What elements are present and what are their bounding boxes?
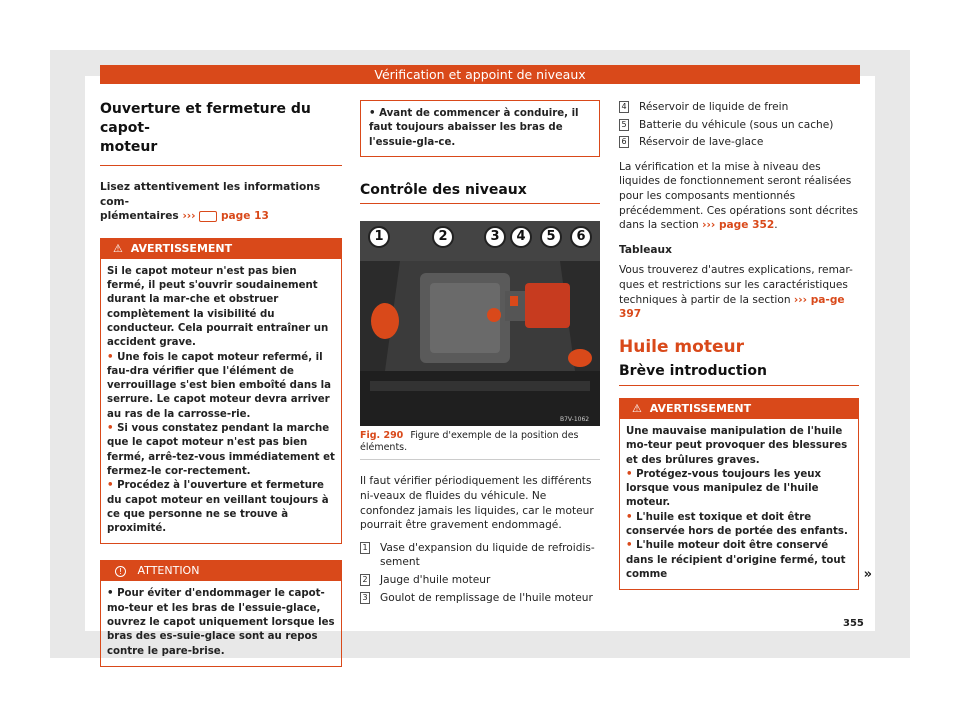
chapter-header: Vérification et appoint de niveaux <box>100 65 860 84</box>
info-circle-icon: ! <box>115 566 126 577</box>
caution-box <box>100 560 342 666</box>
section-title-levels: Contrôle des niveaux <box>360 183 600 205</box>
warning-box-oil <box>619 398 872 590</box>
column-right <box>619 100 872 590</box>
column-middle <box>360 100 600 608</box>
tableaux-paragraph: Vous trouverez d'autres explications, remar-ques et restrictions sur les caractéristiques techniques à partir de la section ››› pa-ge 397 <box>619 264 853 321</box>
book-icon <box>199 211 217 222</box>
warning-bullet: • Procédez à l'ouverture et fermeture du capot moteur en veillant toujours à ce que personne ne se trouve à proximité. <box>107 480 329 535</box>
figure-caption: Fig. 290 Figure d'exemple de la position des éléments. <box>360 430 600 460</box>
warning-triangle-icon: ⚠ <box>632 401 642 415</box>
list-item: 5 Batterie du véhicule (sous un cache) <box>619 118 859 133</box>
warning-bullet: • Protégez-vous toujours les yeux lorsque vous manipulez de l'huile moteur. <box>626 468 822 509</box>
engine-bay-figure <box>360 221 600 426</box>
section-title-hood: Ouverture et fermeture du capot- moteur <box>100 100 342 166</box>
list-item: 1 Vase d'expansion du liquide de refroidis-sement <box>360 541 600 570</box>
continue-arrow: » <box>863 566 872 582</box>
warning-header: ⚠ AVERTISSEMENT <box>620 399 858 419</box>
warning-box-hood <box>100 238 342 545</box>
caution-header: ! ATTENTION <box>101 561 341 581</box>
page-ref-link[interactable]: ››› page 352 <box>702 219 775 232</box>
warning-bullet: • L'huile moteur doit être conservé dans le récipient d'origine fermé, tout comme » <box>626 540 872 582</box>
list-item: 2 Jauge d'huile moteur <box>360 573 600 588</box>
warning-header: ⚠ AVERTISSEMENT <box>101 239 341 259</box>
page-number: 355 <box>843 618 864 629</box>
component-list <box>360 541 600 605</box>
caution-body <box>101 581 341 665</box>
list-item: 6 Réservoir de lave-glace <box>619 135 859 150</box>
list-item: 3 Goulot de remplissage de l'huile moteur <box>360 591 600 606</box>
section-title-oil: Huile moteur <box>619 336 744 357</box>
caution-box-continued: • Avant de commencer à conduire, il faut toujours abaisser les bras de l'essuie-gla-ce. <box>360 100 600 157</box>
callout-2: 2 <box>432 226 454 248</box>
component-list-continued <box>619 100 859 150</box>
page-ref-link[interactable]: ››› pa-ge 397 <box>619 293 845 321</box>
callout-1: 1 <box>368 226 390 248</box>
warning-bullet: • L'huile est toxique et doit être conservée hors de portée des enfants. <box>626 511 848 537</box>
warning-body: Si le capot moteur n'est pas bien fermé, il peut s'ouvrir soudainement durant la mar-che et obstruer complètement la visibilité du conducteur. Cela pourrait entraîner un accident grave. • Une fois le capot moteur refermé, il fau-dra vérifier que l'élément de verrouillage s'est bien emboîté dans la serrure. Le capot moteur devra arriver au ras de la carrosse-rie. • Si vous constatez pendant la marche que le capot moteur n'est pas bien fermé, arrê-tez-vous immédiatement et fermez-le cor-rectement. • Procédez à l'ouverture et fermeture du capot moteur en veillant toujours à ce que personne ne se trouve à proximité. <box>101 259 341 544</box>
column-left <box>100 100 342 667</box>
callout-5: 5 <box>540 226 562 248</box>
callout-3: 3 <box>484 226 506 248</box>
caution-bullet: • Pour éviter d'endommager le capot-mo-teur et les bras de l'essuie-glace, ouvrez le capot uniquement lorsque les bras des es-suie-glace sont au repos contre le pare-brise. <box>107 588 335 657</box>
callout-6: 6 <box>570 226 592 248</box>
warning-bullet: • Si vous constatez pendant la marche que le capot moteur n'est pas bien fermé, arrê-tez-vous immédiatement et fermez-le cor-rectement. <box>107 423 335 477</box>
page-ref-link[interactable]: page 13 <box>220 210 269 223</box>
list-item: 4 Réservoir de liquide de frein <box>619 100 859 115</box>
intro-text: Lisez attentivement les informations com- plémentaires ››› page 13 <box>100 181 321 223</box>
warning-bullet: • Une fois le capot moteur refermé, il fau-dra vérifier que l'élément de verrouillage s'est bien emboîté dans la serrure. Le capot moteur devra arriver au ras de la carrosse-rie. <box>107 351 332 420</box>
warning-triangle-icon: ⚠ <box>113 241 123 255</box>
subsection-title-intro: Brève introduction <box>619 364 859 386</box>
subheading-tableaux: Tableaux <box>619 243 672 256</box>
callout-4: 4 <box>510 226 532 248</box>
warning-body: Une mauvaise manipulation de l'huile mo-teur peut provoquer des blessures et des brûlures graves. • Protégez-vous toujours les yeux lorsque vous manipulez de l'huile moteur. • L'huile est toxique et doit être conservée hors de portée des enfants. • L'huile moteur doit être conservé dans le récipient d'origine fermé, tout comme » <box>626 425 872 582</box>
page-ref-arrows[interactable]: ››› <box>182 210 196 223</box>
levels-body: Il faut vérifier périodiquement les différents ni-veaux de fluides du véhicule. Ne confondez jamais les liquides, car le moteur pourrait être gravement endommagé. <box>360 475 594 532</box>
image-code: B7V-1062 <box>560 416 590 424</box>
maintenance-paragraph: La vérification et la mise à niveau des liquides de fonctionnement seront réalisées pour les composants mentionnés précédemment. Ces opérations sont décrites dans la section ››› page 352. <box>619 160 859 232</box>
engine-bay-illustration <box>360 221 600 426</box>
